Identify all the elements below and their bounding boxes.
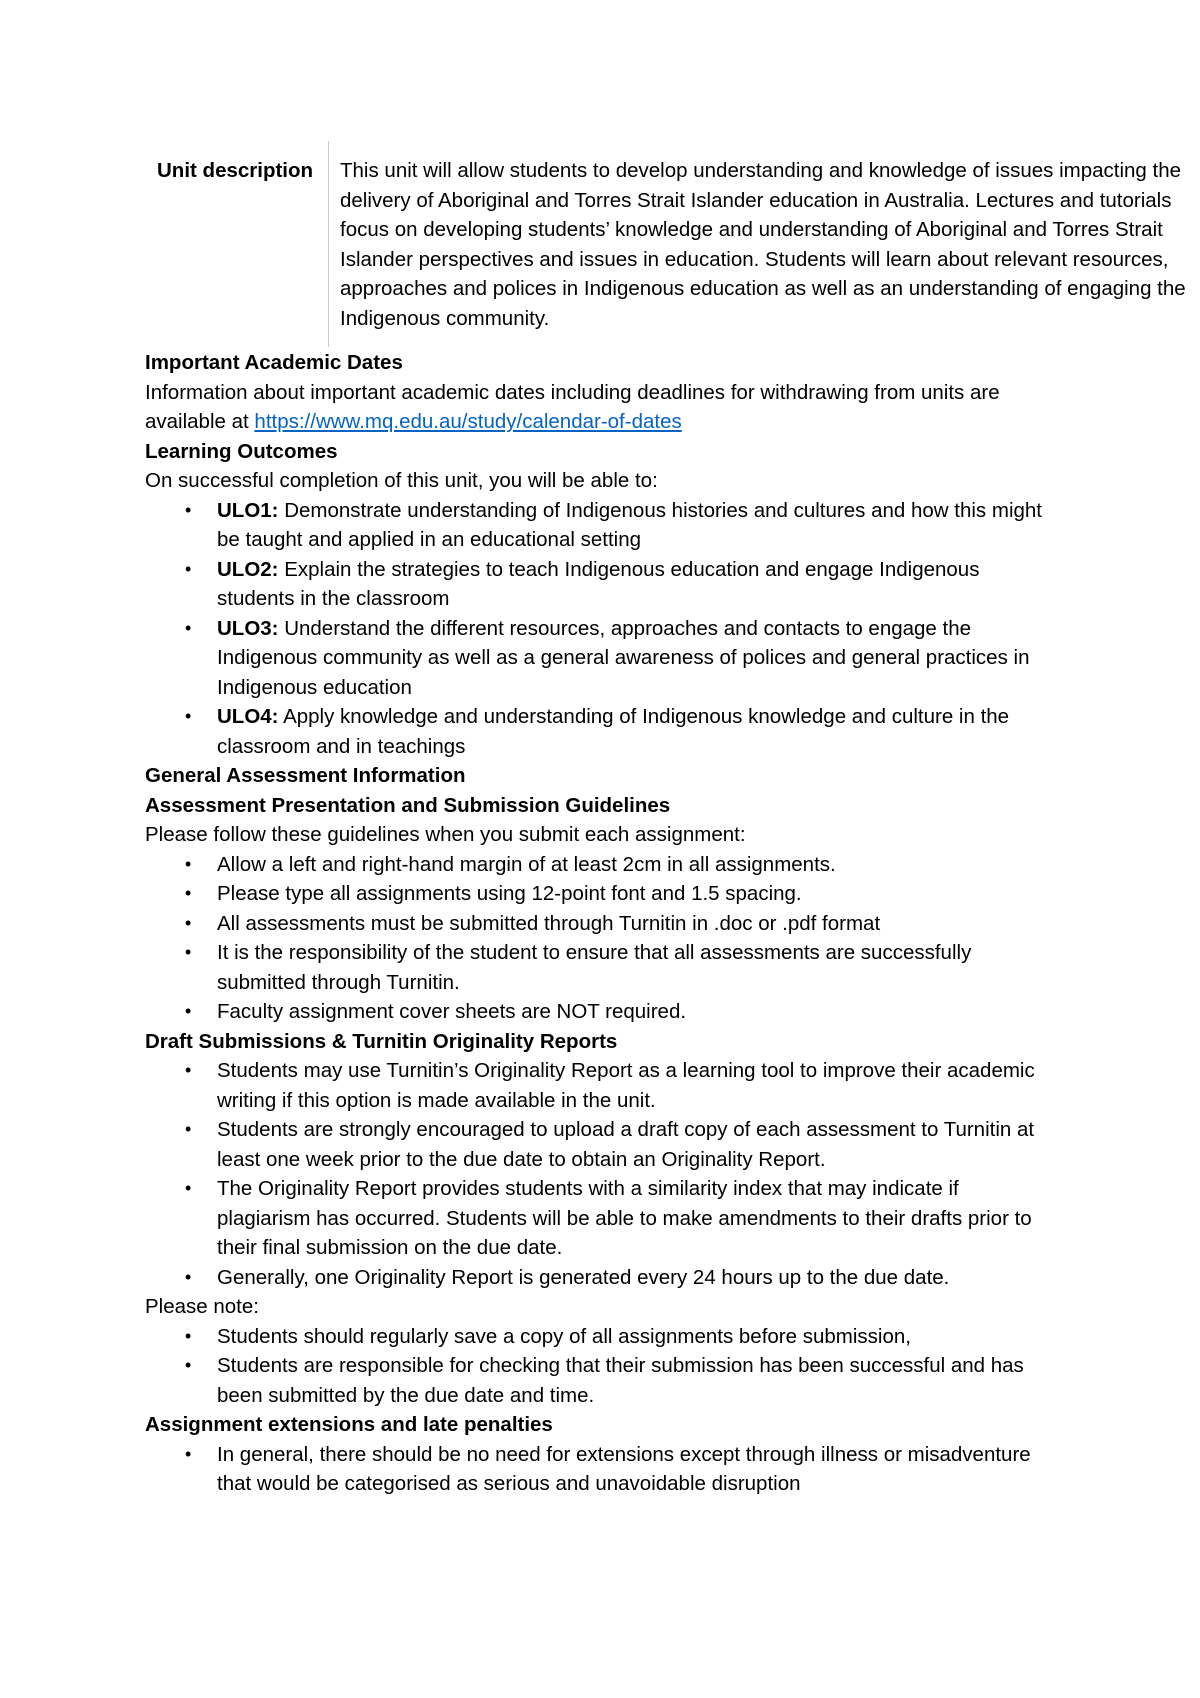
- please-note-label: Please note:: [145, 1295, 259, 1318]
- important-dates-heading: Important Academic Dates: [145, 351, 403, 374]
- learning-outcomes-heading: Learning Outcomes: [145, 439, 338, 463]
- list-item: [145, 879, 1050, 909]
- bullet-icon: •: [185, 883, 192, 903]
- ulo-text: Demonstrate understanding of Indigenous histories and cultures and how this might be taught and applied in an educational setting: [217, 498, 1043, 551]
- drafts-list: [145, 1056, 1080, 1292]
- list-item: [145, 997, 1050, 1027]
- general-assessment-heading: General Assessment Information: [145, 764, 466, 787]
- bullet-icon: •: [185, 942, 192, 962]
- calendar-of-dates-link[interactable]: https://www.mq.edu.au/study/calendar-of-dates: [254, 410, 682, 433]
- list-item: [145, 1115, 1050, 1174]
- document-body: [145, 348, 1080, 1499]
- list-item: [145, 496, 1050, 555]
- list-item-text: All assessments must be submitted through Turnitin in .doc or .pdf format: [217, 911, 881, 935]
- bullet-icon: •: [185, 1001, 192, 1021]
- ulo-code: ULO4:: [217, 705, 279, 728]
- bullet-icon: •: [185, 1443, 192, 1464]
- bullet-icon: •: [185, 1266, 192, 1287]
- important-dates-paragraph: [145, 378, 1080, 437]
- bullet-icon: •: [185, 1119, 192, 1139]
- bullet-icon: •: [185, 1060, 192, 1080]
- bullet-icon: •: [185, 558, 192, 579]
- learning-outcomes-intro: On successful completion of this unit, you will be able to:: [145, 469, 658, 492]
- list-item-text: In general, there should be no need for extensions except through illness or misadventure that would be categorised as serious and unavoidable disruption: [217, 1442, 1031, 1495]
- bullet-icon: •: [185, 1355, 192, 1375]
- ulo-code: ULO2:: [217, 557, 279, 581]
- table-divider: [328, 141, 329, 347]
- list-item-text: Students are strongly encouraged to upload a draft copy of each assessment to Turnitin at least one week prior to the due date to obtain an Originality Report.: [217, 1118, 1035, 1171]
- ulo-text: Understand the different resources, approaches and contacts to engage the Indigenous community as well as a general awareness of polices and general practices in Indigenous education: [217, 616, 1030, 699]
- ulo-code: ULO3:: [217, 616, 279, 640]
- drafts-heading: Draft Submissions & Turnitin Originality Reports: [145, 1029, 618, 1053]
- bullet-icon: •: [185, 499, 192, 520]
- ulo-text: Explain the strategies to teach Indigenous education and engage Indigenous students in the classroom: [217, 557, 980, 610]
- list-item: [145, 1440, 1050, 1499]
- unit-description-label: Unit description: [157, 159, 314, 182]
- unit-description-text: This unit will allow students to develop understanding and knowledge of issues impacting the delivery of Aboriginal and Torres Strait Islander education in Australia. Lectures and tutorials focus on developing students’ knowledge and understanding of Aboriginal and Torres Strait Islander perspectives and issues in education. Students will learn about relevant resources, approaches and polices in Indigenous education as well as an understanding of engaging the Indigenous community.: [340, 159, 1186, 330]
- bullet-icon: •: [185, 1325, 192, 1346]
- list-item: [145, 909, 1050, 939]
- notes-list: [145, 1322, 1080, 1411]
- list-item-text: It is the responsibility of the student to ensure that all assessments are successfully submitted through Turnitin.: [217, 941, 972, 994]
- guidelines-intro: Please follow these guidelines when you submit each assignment:: [145, 823, 746, 846]
- important-dates-text: Information about important academic dates including deadlines for withdrawing from units are available at: [145, 380, 1000, 433]
- extensions-list: [145, 1440, 1080, 1499]
- list-item: [145, 850, 1050, 880]
- bullet-icon: •: [185, 853, 192, 874]
- list-item-text: Please type all assignments using 12-point font and 1.5 spacing.: [217, 882, 802, 905]
- bullet-icon: •: [185, 617, 192, 638]
- list-item: [145, 1322, 1050, 1352]
- bullet-icon: •: [185, 912, 192, 933]
- ulo-code: ULO1:: [217, 498, 279, 522]
- guidelines-heading: Assessment Presentation and Submission Guidelines: [145, 793, 671, 817]
- list-item: [145, 938, 1050, 997]
- list-item: [145, 1263, 1050, 1293]
- ulo-text: Apply knowledge and understanding of Indigenous knowledge and culture in the classroom and in teachings: [217, 705, 1010, 758]
- guidelines-list: [145, 850, 1080, 1027]
- list-item-text: Generally, one Originality Report is generated every 24 hours up to the due date.: [217, 1265, 950, 1289]
- learning-outcomes-list: [145, 496, 1080, 762]
- list-item-text: Allow a left and right-hand margin of at least 2cm in all assignments.: [217, 852, 836, 876]
- bullet-icon: •: [185, 1178, 192, 1198]
- list-item-text: Faculty assignment cover sheets are NOT required.: [217, 1000, 687, 1023]
- list-item: [145, 1174, 1050, 1263]
- list-item: [145, 1056, 1050, 1115]
- extensions-heading: Assignment extensions and late penalties: [145, 1413, 553, 1436]
- list-item-text: Students may use Turnitin’s Originality Report as a learning tool to improve their academic writing if this option is made available in the unit.: [217, 1059, 1035, 1112]
- list-item-text: Students should regularly save a copy of all assignments before submission,: [217, 1324, 911, 1348]
- list-item-text: The Originality Report provides students with a similarity index that may indicate if plagiarism has occurred. Students will be able to make amendments to their drafts prior to their final submission on the due date.: [217, 1177, 1032, 1259]
- list-item: [145, 702, 1050, 761]
- bullet-icon: •: [185, 706, 192, 726]
- list-item-text: Students are responsible for checking that their submission has been successful and has been submitted by the due date and time.: [217, 1354, 1024, 1407]
- list-item: [145, 1351, 1050, 1410]
- unit-description-row: [0, 141, 1200, 347]
- list-item: [145, 614, 1050, 703]
- list-item: [145, 555, 1050, 614]
